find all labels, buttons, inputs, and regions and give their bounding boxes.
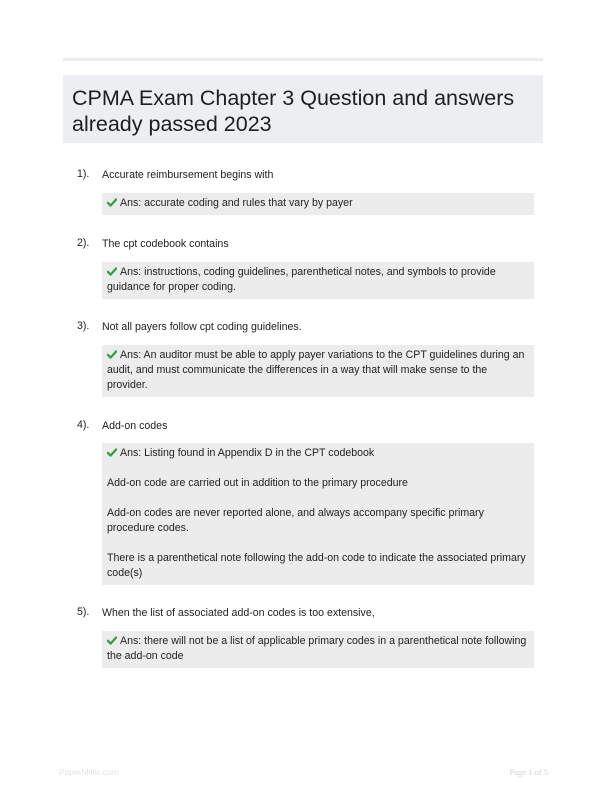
answer-line (107, 196, 529, 211)
answer-text: Ans: instructions, coding guidelines, parenthetical notes, and symbols to provide guidance for proper coding. (107, 266, 496, 293)
answer-text: Ans: An auditor must be able to apply payer variations to the CPT guidelines during an audit, and must communicate the differences in a way that will make sense to the provider. (107, 349, 525, 391)
question-text: When the list of associated add-on codes is too extensive, (102, 607, 375, 619)
answer-box (102, 443, 534, 585)
answer-box (102, 631, 534, 668)
document-title: CPMA Exam Chapter 3 Question and answers already passed 2023 (72, 86, 515, 136)
check-icon (107, 267, 117, 276)
answer-line (107, 348, 529, 393)
question-number: 4). (77, 419, 90, 431)
answer-note: Add-on codes are never reported alone, and always accompany specific primary procedure codes. (107, 507, 484, 534)
question-number: 5). (77, 606, 90, 618)
answer-box (102, 193, 534, 215)
question-number: 2). (77, 237, 90, 249)
answer-line (107, 634, 529, 664)
answer-text: Ans: accurate coding and rules that vary by payer (120, 197, 353, 209)
check-icon (107, 636, 117, 645)
page-number: Page 1 of 5 (509, 767, 548, 777)
question-number: 3). (77, 320, 90, 332)
question-number: 1). (77, 168, 90, 180)
top-divider (63, 58, 543, 61)
question-text: Add-on codes (102, 420, 168, 432)
answer-note: There is a parenthetical note following the add-on code to indicate the associated primary code(s) (107, 552, 526, 579)
answer-box (102, 345, 534, 397)
answer-text: Ans: there will not be a list of applicable primary codes in a parenthetical note following the add-on code (107, 635, 527, 662)
check-icon (107, 198, 117, 207)
answer-line (107, 265, 529, 295)
footer-watermark: PaperMillic.com (59, 767, 119, 777)
question-text: Accurate reimbursement begins with (102, 169, 274, 181)
answer-box (102, 262, 534, 299)
question-text: The cpt codebook contains (102, 238, 229, 250)
check-icon (107, 448, 117, 457)
answer-note: Add-on code are carried out in addition to the primary procedure (107, 477, 408, 489)
answer-line (107, 446, 529, 461)
question-text: Not all payers follow cpt coding guidelines. (102, 321, 302, 333)
check-icon (107, 350, 117, 359)
answer-text: Ans: Listing found in Appendix D in the CPT codebook (120, 447, 375, 459)
title-banner (63, 75, 543, 143)
